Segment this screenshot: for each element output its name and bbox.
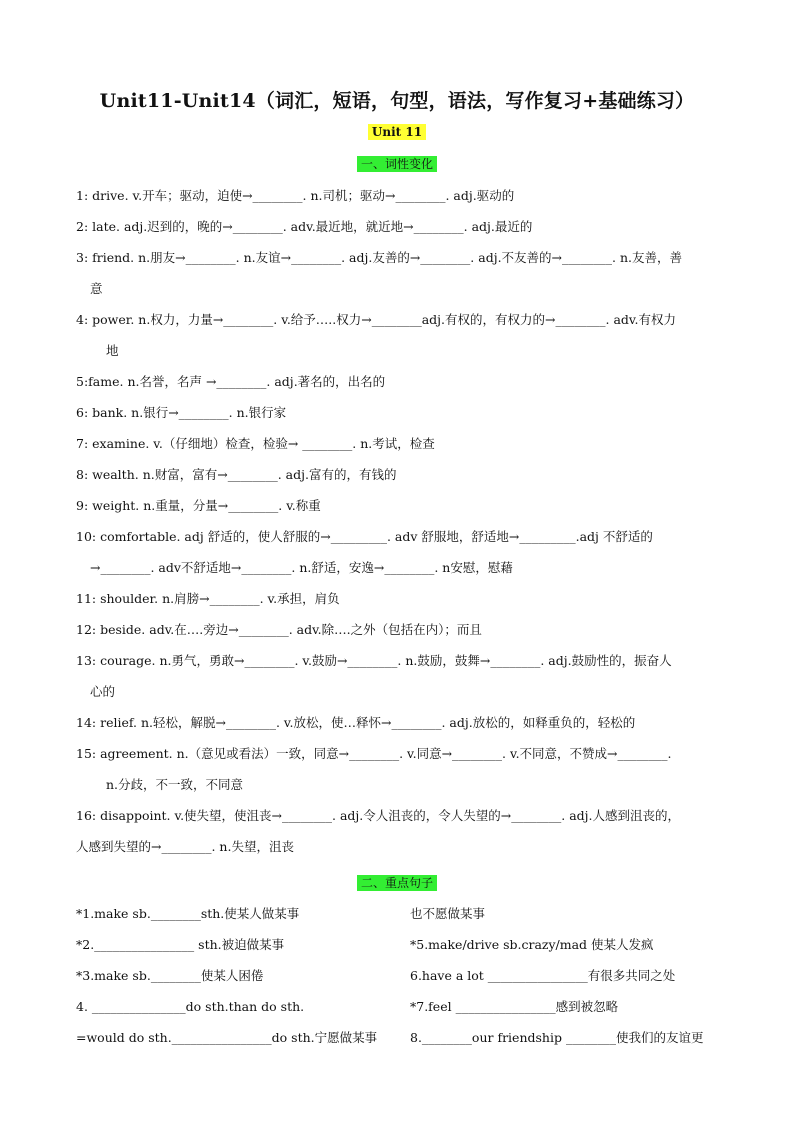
vocab-item: 8: wealth. n.财富，富有→________. adj.富有的，有钱的 bbox=[76, 467, 397, 482]
phrase-item: *3.make sb.________使某人困倦 bbox=[76, 968, 264, 983]
vocab-item: 11: shoulder. n.肩膀→________. v.承担，肩负 bbox=[76, 591, 340, 606]
vocab-item: 15: agreement. n.（意见或看法）一致，同意→________. v.同意→________. v.不同意，不赞成→________. bbox=[76, 746, 672, 761]
vocab-item-continued: n.分歧，不一致，不同意 bbox=[106, 777, 244, 792]
vocab-item: 14: relief. n.轻松，解脱→________. v.放松，使…释怀→________. adj.放松的，如释重负的，轻松的 bbox=[76, 715, 636, 730]
vocab-item: 7: examine. v.（仔细地）检查，检验→ ________. n.考试，检查 bbox=[76, 436, 435, 451]
section-heading-word-forms bbox=[0, 155, 794, 172]
phrase-item: *7.feel ________________感到被忽略 bbox=[410, 999, 619, 1014]
vocab-item: 5:fame. n.名誉，名声 →________. adj.著名的，出名的 bbox=[76, 374, 386, 389]
section-heading-key-sentences-label: 二、重点句子 bbox=[357, 875, 437, 891]
phrases-right-column bbox=[410, 898, 703, 1053]
vocab-item: 1: drive. v.开车；驱动，迫使→________. n.司机；驱动→________. adj.驱动的 bbox=[76, 188, 515, 203]
section-heading-word-forms-label: 一、词性变化 bbox=[357, 156, 437, 172]
vocab-item-continued: 心的 bbox=[90, 684, 116, 699]
vocab-item: 10: comfortable. adj 舒适的，使人舒服的→_________. adv 舒服地，舒适地→_________.adj 不舒适的 bbox=[76, 529, 653, 544]
vocab-item: 2: late. adj.迟到的，晚的→________. adv.最近地，就近地→________. adj.最近的 bbox=[76, 219, 533, 234]
vocab-item: 6: bank. n.银行→________. n.银行家 bbox=[76, 405, 287, 420]
vocab-item: 3: friend. n.朋友→________. n.友谊→________. adj.友善的→________. adj.不友善的→________. n.友善，善 bbox=[76, 250, 682, 265]
vocab-item: 9: weight. n.重量，分量→________. v.称重 bbox=[76, 498, 321, 513]
section-heading-key-sentences bbox=[0, 874, 794, 891]
vocab-item: 16: disappoint. v.使失望，使沮丧→________. adj.令人沮丧的，令人失望的→________. adj.人感到沮丧的， bbox=[76, 808, 681, 823]
phrase-item: *2.________________ sth.被迫做某事 bbox=[76, 937, 285, 952]
phrase-item: 4. _______________do sth.than do sth. bbox=[76, 999, 305, 1014]
vocab-item-continued: →________. adv不舒适地→________. n.舒适，安逸→________. n安慰，慰藉 bbox=[90, 560, 513, 575]
unit-label: Unit 11 bbox=[368, 124, 426, 140]
phrase-item: =would do sth.________________do sth.宁愿做某事 bbox=[76, 1030, 378, 1045]
phrases-left-column bbox=[76, 898, 377, 1053]
phrase-item: *1.make sb.________sth.使某人做某事 bbox=[76, 906, 300, 921]
vocab-item-continued: 地 bbox=[106, 343, 119, 358]
vocab-list bbox=[76, 180, 721, 862]
phrase-item: 也不愿做某事 bbox=[410, 906, 486, 921]
vocab-item: 13: courage. n.勇气，勇敢→________. v.鼓励→________. n.鼓励，鼓舞→________. adj.鼓励性的，振奋人 bbox=[76, 653, 672, 668]
phrase-item: 6.have a lot ________________有很多共同之处 bbox=[410, 968, 676, 983]
vocab-item-continued: 人感到失望的→________. n.失望，沮丧 bbox=[76, 839, 294, 854]
vocab-item: 4: power. n.权力，力量→________. v.给予…..权力→________adj.有权的，有权力的→________. adv.有权力 bbox=[76, 312, 676, 327]
vocab-item: 12: beside. adv.在….旁边→________. adv.除….之外（包括在内）；而且 bbox=[76, 622, 482, 637]
phrase-item: *5.make/drive sb.crazy/mad 使某人发疯 bbox=[410, 937, 654, 952]
vocab-item-continued: 意 bbox=[90, 281, 103, 296]
phrase-item: 8.________our friendship ________使我们的友谊更 bbox=[410, 1030, 704, 1045]
page-title: Unit11-Unit14（词汇，短语，句型，语法，写作复习+基础练习） bbox=[99, 90, 695, 112]
unit-heading bbox=[0, 125, 794, 139]
